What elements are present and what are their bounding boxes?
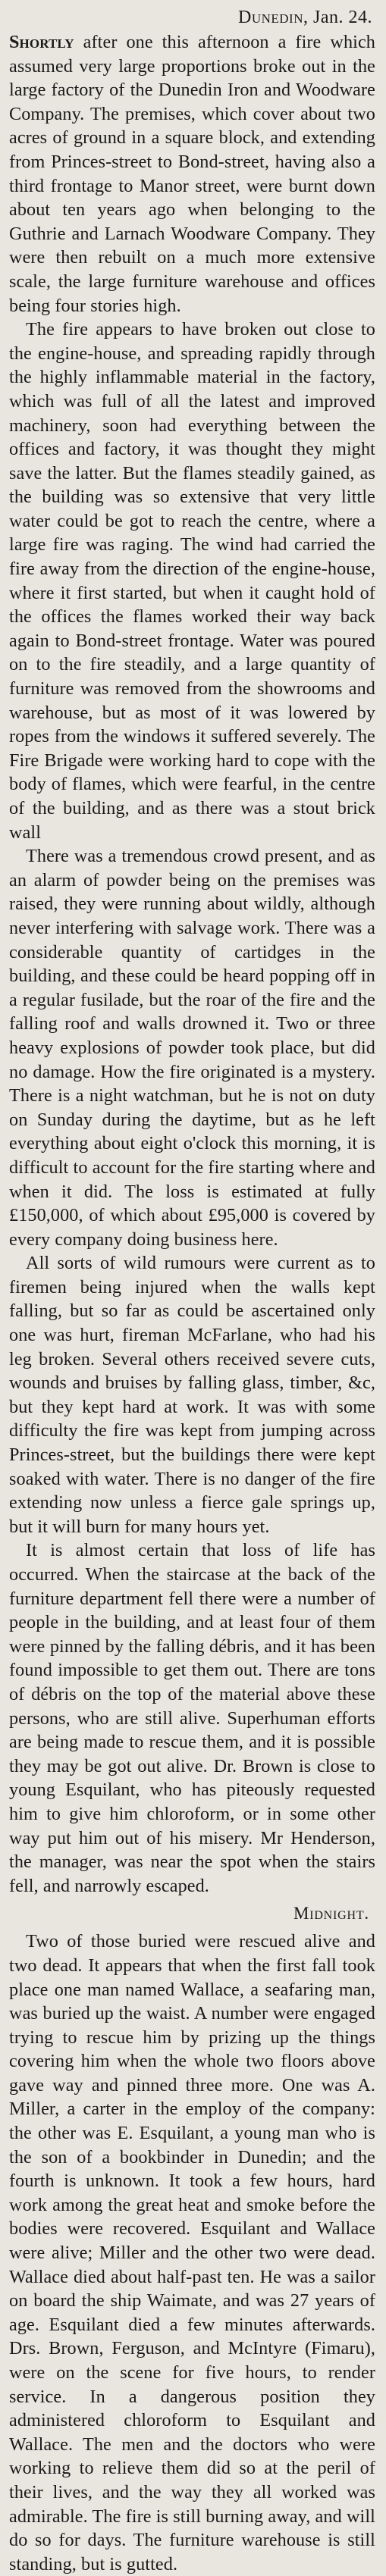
dateline-date: Jan. 24. bbox=[313, 8, 372, 27]
lead-in-word: Shortly bbox=[9, 32, 74, 52]
article-paragraph: The fire appears to have broken out close to the engine-house, and spreading rapidly through the highly inflammable material in the factory, which was full of all the latest and improved machinery, soon had everything between the offices and factory, it was thought they might save the latter. But the flames steadily gained, as the building was so extensive that very little water could be got to reach the centre, where a large fire was raging. The wind had carried the fire away from the direction of the engine-house, where it first started, but when it caught hold of the offices the flames worked their way back again to Bond-street frontage. Water was poured on to the fire steadily, and a large quantity of furniture was removed from the showrooms and warehouse, but as most of it was lowered by ropes from the windows it suffered severely. The Fire Brigade were working hard to cope with the body of flames, which were fearful, in the centre of the building, and as there was a stout brick wall bbox=[9, 319, 375, 843]
dateline: Dunedin, Jan. 24. bbox=[238, 8, 372, 27]
dateline-city: Dunedin bbox=[238, 8, 303, 27]
article-paragraph: Two of those buried were rescued alive and two dead. It appears that when the first fall took place one man named Wallace, a seafaring man, was buried up the waist. A number were engaged trying to rescue him by prizing up the things covering him when the whole two floors above gave way and pinned three more. One was A. Miller, a carter in the employ of the company: the other was E. Esquilant, a young man who is the son of a bookbinder in Dunedin; and the fourth is unknown. It took a few hours, hard work among the great heat and smoke before the bodies were recovered. Esquilant and Wallace were alive; Miller and the other two were dead. Wallace died about half-past ten. He was a sailor on board the ship Waimate, and was 27 years of age. Esquilant died a few minutes afterwards. Drs. Brown, Ferguson, and McIntyre (Fimaru), were on the scene for five hours, to render service. In a dangerous position they administered chloroform to Esquilant and Wallace. The men and the doctors who were working to relieve them did so at the peril of their lives, and the way they all worked was admirable. The fire is still burning away, and will do so for days. The furniture warehouse is still standing, but is gutted. bbox=[9, 1931, 375, 2574]
article-paragraph: All sorts of wild rumours were current as to firemen being injured when the walls kept falling, but so far as could be ascertained only one was hurt, fireman McFarlane, who had his leg broken. Several others received severe cuts, wounds and bruises by falling glass, timber, &c, but they kept hard at work. It was with some difficulty the fire was kept from jumping across Princes-street, but the buildings there were kept soaked with water. There is no danger of the fire extending now unless a fierce gale springs up, but it will burn for many hours yet. bbox=[9, 1253, 375, 1537]
article-paragraph bbox=[9, 30, 375, 318]
article-paragraph: It is almost certain that loss of life has occurred. When the staircase at the back of the furniture department fell there were a number of people in the building, and at least four of them were pinned by the falling débris, and it has been found impossible to get them out. There are tons of débris on the top of the material above these persons, who are still alive. Superhuman efforts are being made to rescue them, and it is possible they may be got out alive. Dr. Brown is close to young Esquilant, who has piteously requested him to give him chloroform, or in some other way put him out of his misery. Mr Henderson, the manager, was near the spot when the stairs fell, and narrowly escaped. bbox=[9, 1540, 375, 1896]
article-paragraph: There was a tremendous crowd present, and as an alarm of powder being on the premises was raised, they were running about wildly, although never interfering with salvage work. There was a considerable quantity of cartidges in the building, and these could be heard popping off in a regular fusilade, but the roar of the fire and the falling roof and walls drowned it. Two or three heavy explosions of powder took place, but did no damage. How the fire originated is a mystery. There is a night watchman, but he is not on duty on Sunday during the daytime, but as he left everything about eight o'clock this morning, it is difficult to account for the fire starting where and when it did. The loss is estimated at fully £150,000, of which about £95,000 is covered by every company doing business here. bbox=[9, 846, 375, 1250]
midnight-subhead: Midnight. bbox=[293, 1904, 369, 1923]
paragraph-text: after one this afternoon a fire which assumed very large proportions broke out in the large factory of the Dunedin Iron and Woodware Company. The premises, which cover about two acres of ground in a square block, and extending from Princes-street to Bond-street, having also a third frontage to Manor street, were burnt down about ten years ago when belonging to the Guthrie and Larnach Woodware Company. They were then rebuilt on a much more extensive scale, the large furniture warehouse and offices being four stories high. bbox=[9, 32, 375, 316]
